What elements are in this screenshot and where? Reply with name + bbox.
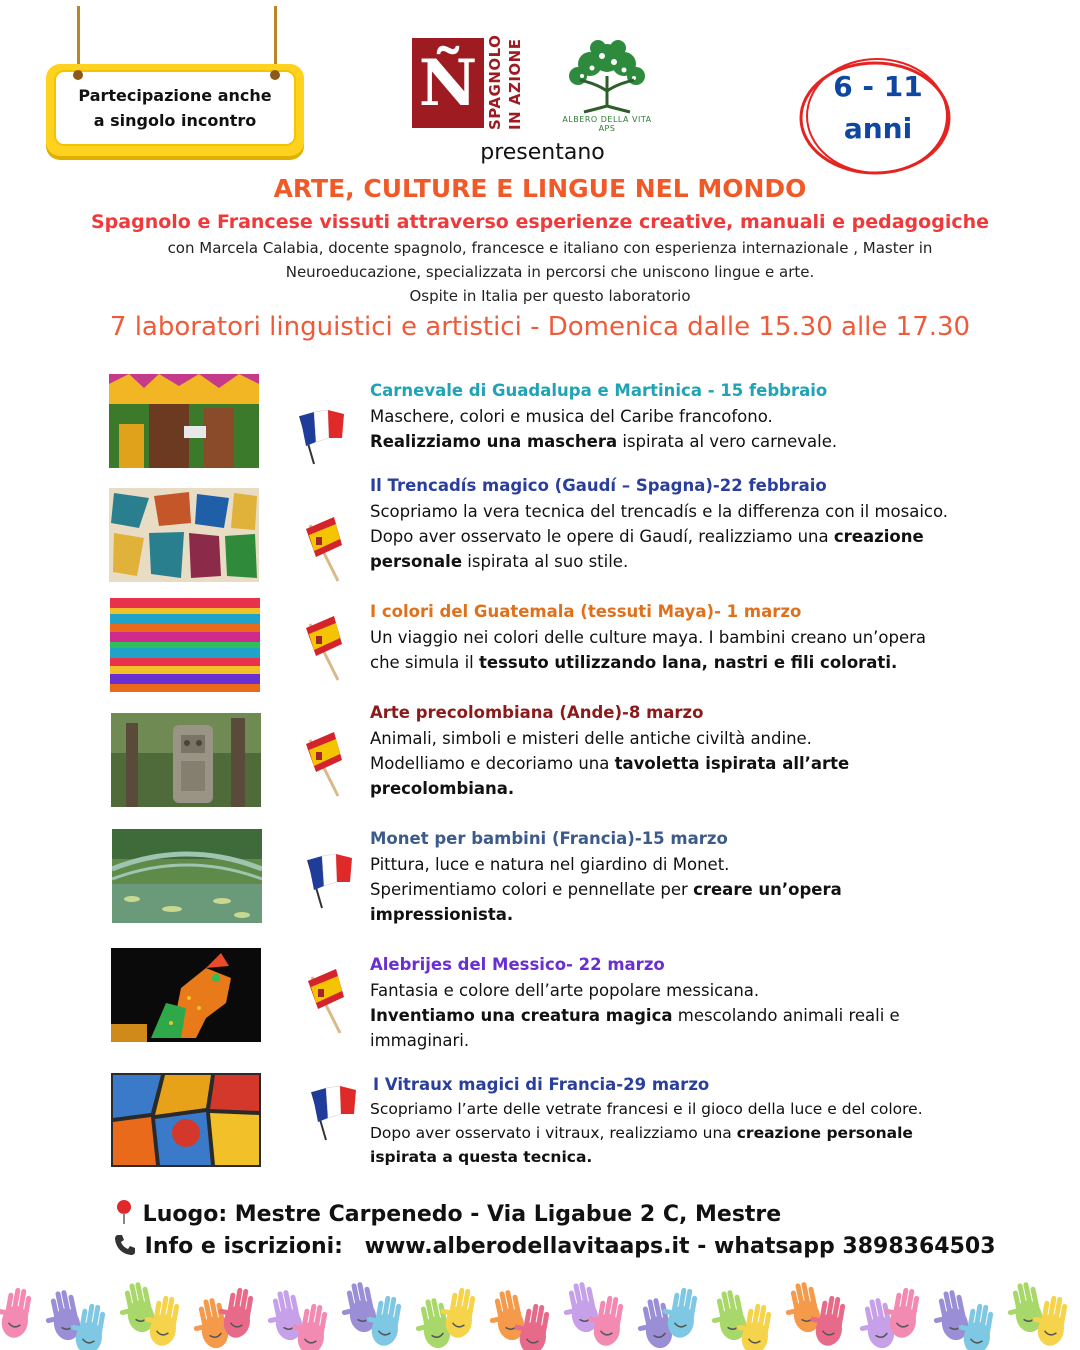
session-7-line: Scopriamo l’arte delle vetrate francesi e il gioco della luce e del colore. <box>370 1100 923 1118</box>
spagnolo-in-azione-logo <box>412 38 484 128</box>
session-1-line: Realizziamo una maschera ispirata al vero carnevale. <box>370 432 838 451</box>
phone-icon <box>113 1233 137 1257</box>
spain-flag-icon <box>302 967 362 1037</box>
spagnolo-in-azione-wordmark <box>484 34 528 130</box>
session-3-description <box>370 625 980 675</box>
tree-logo-caption: ALBERO DELLA VITA APS <box>562 115 652 133</box>
session-6-title: Alebrijes del Messico- 22 marzo <box>370 955 665 974</box>
age-badge <box>808 66 948 150</box>
session-2-line: Scopriamo la vera tecnica del trencadís e la differenza con il mosaico. <box>370 502 949 521</box>
session-7-title: I Vitraux magici di Francia-29 marzo <box>373 1075 710 1094</box>
info-label: Info e iscrizioni: <box>144 1234 343 1259</box>
hand-icon <box>1076 1296 1080 1350</box>
session-6-line: Fantasia e colore dell’arte popolare messicana. <box>370 981 760 1000</box>
france-flag-icon <box>304 1082 364 1152</box>
schedule-line: 7 laboratori linguistici e artistici - Domenica dalle 15.30 alle 17.30 <box>109 312 971 342</box>
session-3-line: Un viaggio nei colori delle culture maya. I bambini creano un’opera <box>370 628 927 647</box>
france-flag-icon <box>292 406 352 476</box>
precolombian-statue-photo <box>111 713 261 807</box>
alebrije-photo <box>111 948 261 1042</box>
spain-flag-icon <box>300 614 360 684</box>
session-3-line: che simula il tessuto utilizzando lana, nastri e fili colorati. <box>370 653 898 672</box>
spain-flag-icon <box>300 730 360 800</box>
location-line <box>113 1199 781 1227</box>
sign-nail-icon <box>73 70 83 80</box>
maya-textile-photo <box>110 598 260 692</box>
session-1-line: Maschere, colori e musica del Caribe francofono. <box>370 407 773 426</box>
session-3-title: I colori del Guatemala (tessuti Maya)- 1 marzo <box>370 602 802 621</box>
age-range: 6 - 11 <box>833 70 923 103</box>
location-text: Luogo: Mestre Carpenedo - Via Ligabue 2 C, Mestre <box>142 1202 782 1227</box>
session-5-description <box>370 852 980 927</box>
carnival-photo <box>109 374 259 468</box>
info-contact[interactable]: www.alberodellavitaaps.it - whatsapp 3898364503 <box>364 1234 996 1259</box>
session-6-line: Inventiamo una creatura magica mescolando animali reali e immaginari. <box>370 1006 900 1050</box>
tree-of-life-logo-icon <box>562 36 652 116</box>
session-5-line: Sperimentiamo colori e pennellate per creare un’opera impressionista. <box>370 880 842 924</box>
logo-line-2: IN AZIONE <box>506 38 524 130</box>
single-session-sign <box>46 64 304 156</box>
trencadis-mosaic-photo <box>109 488 259 582</box>
colorful-hands-decoration-icon <box>0 1262 1080 1350</box>
hand-icon <box>0 1285 34 1340</box>
session-1-description <box>370 404 980 454</box>
page-subtitle: Spagnolo e Francese vissuti attraverso esperienze creative, manuali e pedagogiche <box>90 211 990 233</box>
logo-line-1: SPAGNOLO <box>486 34 504 130</box>
info-line <box>113 1233 996 1259</box>
session-7-line: Dopo aver osservato i vitraux, realizziamo una creazione personale ispirata a questa tecnica. <box>370 1124 913 1166</box>
spain-flag-icon <box>300 515 360 585</box>
session-6-description <box>370 978 980 1053</box>
france-flag-icon <box>300 850 360 920</box>
session-4-line: Modelliamo e decoriamo una tavoletta ispirata all’arte precolombiana. <box>370 754 850 798</box>
teacher-bio: con Marcela Calabia, docente spagnolo, francesce e italiano con esperienza internazionale , Master in Neuroeducazione, specializzata in percorsi che uniscono lingue e arte. Ospite in Italia per questo laboratorio <box>167 239 933 305</box>
session-1-title: Carnevale di Guadalupa e Martinica - 15 febbraio <box>370 381 828 400</box>
session-4-line: Animali, simboli e misteri delle antiche civiltà andine. <box>370 729 812 748</box>
session-2-line: Dopo aver osservato le opere di Gaudí, realizziamo una creazione personale ispirata al suo stile. <box>370 527 924 571</box>
presentano-label: presentano <box>480 140 605 165</box>
logo-letter: Ñ <box>418 45 478 121</box>
page-title: ARTE, CULTURE E LINGUE NEL MONDO <box>273 174 807 203</box>
session-2-description <box>370 499 980 574</box>
sign-nail-icon <box>270 70 280 80</box>
session-4-description <box>370 726 980 801</box>
vitraux-photo <box>111 1073 261 1167</box>
location-pin-icon <box>113 1199 135 1225</box>
session-5-title: Monet per bambini (Francia)-15 marzo <box>370 829 728 848</box>
session-2-title: Il Trencadís magico (Gaudí – Spagna)-22 febbraio <box>370 476 827 495</box>
session-7-description <box>370 1097 980 1169</box>
sign-text: Partecipazione anche a singolo incontro <box>54 70 296 146</box>
age-unit: anni <box>843 112 913 145</box>
monet-bridge-painting <box>112 829 262 923</box>
session-5-line: Pittura, luce e natura nel giardino di Monet. <box>370 855 730 874</box>
session-4-title: Arte precolombiana (Ande)-8 marzo <box>370 703 704 722</box>
